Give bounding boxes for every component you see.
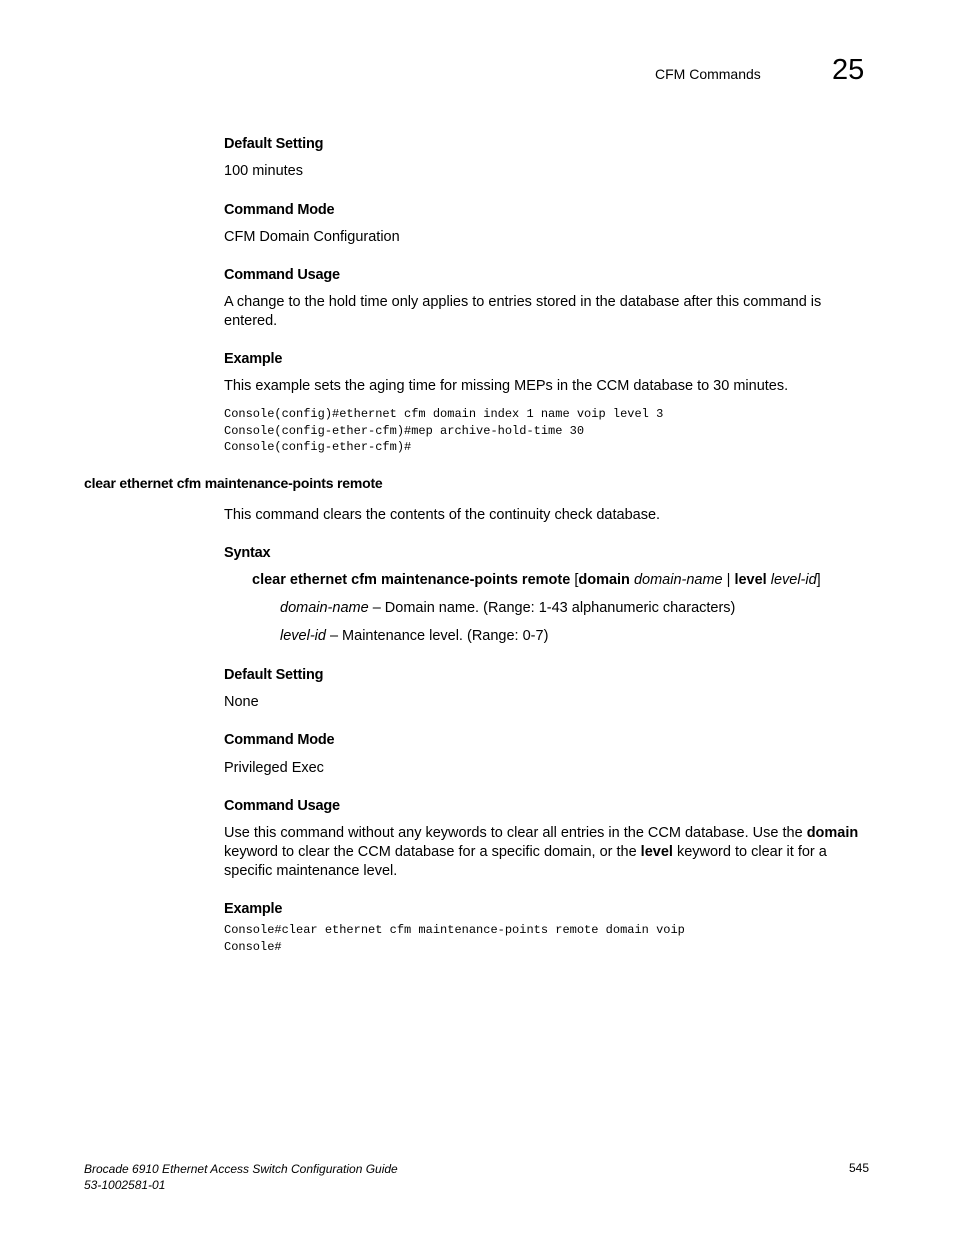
footer-guide-title: Brocade 6910 Ethernet Access Switch Configuration Guide [84,1162,398,1176]
command-mode-value: CFM Domain Configuration [224,229,400,245]
command-mode-value: Privileged Exec [224,760,324,776]
syntax-domain-param: domain-name [633,572,723,588]
syntax-domain-keyword: domain [578,572,630,588]
example-code-block: Console#clear ethernet cfm maintenance-points remote domain voip Console# [224,923,685,954]
chapter-title: CFM Commands [655,66,761,82]
param-domain-name [280,599,735,618]
example-heading: Example [224,901,283,917]
command-usage-heading: Command Usage [224,798,340,814]
command-usage-heading: Command Usage [224,267,340,283]
default-setting-value: None [224,694,259,710]
command-usage-text: A change to the hold time only applies to entries stored in the database after this command is entered. [224,294,822,329]
syntax-level-param: level-id [770,572,817,588]
syntax-open-bracket: [ [570,572,579,588]
default-setting-heading: Default Setting [224,136,324,152]
param-level-id [280,627,548,646]
default-setting-value: 100 minutes [224,163,303,179]
default-setting-heading: Default Setting [224,667,324,683]
example-text: This example sets the aging time for missing MEPs in the CCM database to 30 minutes. [224,378,789,394]
footer-doc-number: 53-1002581-01 [84,1178,166,1192]
syntax-line [252,571,821,590]
command-mode-heading: Command Mode [224,732,335,748]
usage-domain-keyword: domain [806,825,859,841]
command-mode-heading: Command Mode [224,202,335,218]
syntax-separator: | [722,572,735,588]
example-code-block: Console(config)#ethernet cfm domain index 1 name voip level 3 Console(config-ether-cfm)#mep archive-hold-time 30 Console(config-ether-cfm)# [224,407,664,454]
footer-page-number: 545 [849,1161,870,1175]
param-desc: – Domain name. (Range: 1-43 alphanumeric characters) [368,600,736,616]
usage-part: Use this command without any keywords to clear all entries in the CCM database. Use the [224,825,807,841]
param-name: level-id [280,628,326,644]
param-desc: – Maintenance level. (Range: 0-7) [325,628,549,644]
syntax-level-keyword: level [734,572,767,588]
param-name: domain-name [280,600,369,616]
syntax-close-bracket: ] [816,572,821,588]
command-usage-text [224,824,872,881]
usage-level-keyword: level [640,844,673,860]
command-title: clear ethernet cfm maintenance-points remote [84,475,383,491]
command-description: This command clears the contents of the continuity check database. [224,507,661,523]
syntax-heading: Syntax [224,545,271,561]
usage-part: keyword to clear it for a specific maintenance level. [224,844,827,879]
example-heading: Example [224,351,283,367]
chapter-number: 25 [832,54,865,86]
syntax-keyword: clear ethernet cfm maintenance-points remote [252,572,571,588]
usage-part: keyword to clear the CCM database for a specific domain, or the [224,844,641,860]
